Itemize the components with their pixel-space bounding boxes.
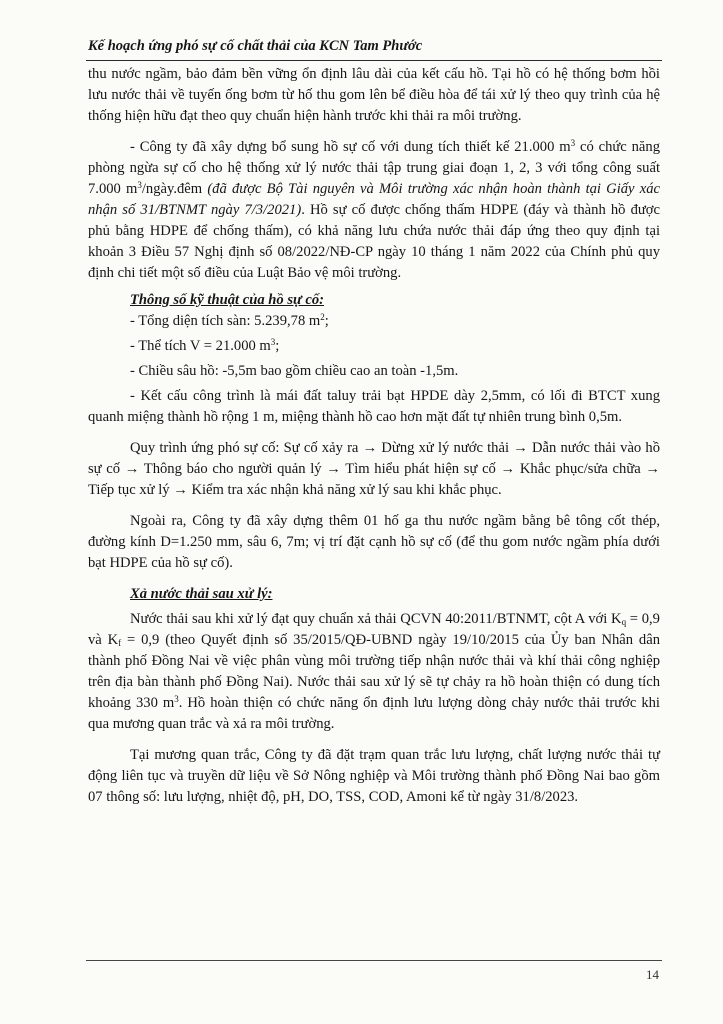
subscript-kq: q — [621, 617, 627, 627]
incident-pond-text-d: . Hồ sự cố được chống thấm HDPE (đáy và thành hồ được phủ bằng HDPE để chống thấm), có khả năng lưu chứa nước thải đáp ứng theo quy định tại khoản 3 Điều 57 Nghị định số 08/2022/NĐ-CP ngày 10 tháng 1 năm 2022 của Chính phủ quy định chi tiết một số điều của Luật Bảo vệ môi trường. — [88, 202, 660, 281]
spec-item-depth: - Chiều sâu hồ: -5,5m bao gồm chiều cao an toàn -1,5m. — [130, 363, 459, 379]
spec-item-area — [88, 311, 660, 332]
discharge-text-b: = 0,9 và K — [88, 611, 660, 648]
incident-pond-confirmation: (đã được Bộ Tài nguyên và Môi trường xác nhận hoàn thành tại Giấy xác nhận số 31/BTNMT ngày 7/3/2021) — [88, 181, 660, 218]
specs-section-title: Thông số kỹ thuật của hồ sự cố: — [130, 292, 325, 308]
superscript-m3: 3 — [137, 180, 142, 190]
page-number: 14 — [646, 967, 659, 982]
paragraph-groundwater: thu nước ngầm, bảo đảm bền vững ổn định lâu dài của kết cấu hồ. Tại hồ có hệ thống bơm hồi lưu nước thải về tuyến ống bơm từ hố thu gom lên bể điều hòa để tái xử lý theo quy trình của hệ thống hiện hữu đạt theo quy chuẩn hiện hành trước khi thải ra môi trường. — [88, 66, 660, 124]
discharge-text-a: Nước thải sau khi xử lý đạt quy chuẩn xả thải QCVN 40:2011/BTNMT, cột A với K — [130, 611, 622, 627]
spec-area-text: - Tổng diện tích sàn: 5.239,78 m — [130, 313, 321, 329]
discharge-text-c: = 0,9 (theo Quyết định số 35/2015/QĐ-UBND ngày 19/10/2015 của Ủy ban Nhân dân thành phố Đồng Nai về việc phân vùng môi trường tiếp nhận nước thải và khí thải công nghiệp trên địa bàn thành phố Đồng Nai). Nước thải sau xử lý sẽ tự chảy ra hồ hoàn thiện có dung tích khoảng 330 m — [88, 632, 660, 711]
footer-divider — [86, 960, 662, 961]
header-divider — [86, 60, 662, 61]
incident-pond-text-a: - Công ty đã xây dựng bổ sung hồ sự cố với dung tích thiết kế 21.000 m — [130, 139, 571, 155]
superscript-m3: 3 — [570, 138, 576, 148]
paragraph-discharge — [88, 609, 660, 735]
subscript-kf: f — [118, 638, 122, 648]
discharge-section-title: Xả nước thải sau xử lý: — [130, 586, 273, 602]
spec-volume-end: ; — [275, 338, 280, 354]
paragraph-monitoring: Tại mương quan trắc, Công ty đã đặt trạm quan trắc lưu lượng, chất lượng nước thải tự động liên tục và truyền dữ liệu về Sở Nông nghiệp và Môi trường thành phố Đồng Nai bao gồm 07 thông số: lưu lượng, nhiệt độ, pH, DO, TSS, COD, Amoni kể từ ngày 31/8/2023. — [88, 747, 660, 805]
superscript-m3: 3 — [270, 337, 276, 347]
spec-area-end: ; — [324, 313, 329, 329]
incident-pond-text-b: có chức năng phòng ngừa sự cố cho hệ thống xử lý nước thải tập trung giai đoạn 1, 2, 3 với tổng công suất 7.000 m — [88, 139, 661, 197]
discharge-text-d: . Hồ hoàn thiện có chức năng ổn định lưu lượng dòng chảy nước thải trước khi qua mương quan trắc và xả ra môi trường. — [88, 695, 660, 732]
spec-item-volume — [88, 336, 660, 357]
document-body — [88, 64, 660, 808]
superscript-m2: 2 — [320, 312, 325, 322]
paragraph-response-procedure: Quy trình ứng phó sự cố: Sự cố xảy ra → Dừng xử lý nước thải → Dẫn nước thải vào hồ sự cố → Thông báo cho người quản lý → Tìm hiểu phát hiện sự cố → Khắc phục/sửa chữa → Tiếp tục xử lý → Kiểm tra xác nhận khả năng xử lý sau khi khắc phục. — [88, 440, 660, 498]
paragraph-manhole: Ngoài ra, Công ty đã xây dựng thêm 01 hố ga thu nước ngầm bằng bê tông cốt thép, đường kính D=1.250 mm, sâu 6, 7m; vị trí đặt cạnh hồ sự cố (để thu gom nước ngầm phía dưới bạt HDPE của hồ sự cố). — [88, 513, 660, 571]
paragraph-incident-pond — [88, 137, 660, 284]
spec-item-structure: - Kết cấu công trình là mái đất taluy trải bạt HPDE dày 2,5mm, có lối đi BTCT xung quanh miệng thành hồ rộng 1 m, miệng thành hồ cao hơn mặt đất tự nhiên trung bình 0,5m. — [88, 388, 660, 425]
document-header: Kế hoạch ứng phó sự cố chất thải của KCN Tam Phước — [88, 38, 423, 54]
spec-volume-text: - Thể tích V = 21.000 m — [130, 338, 271, 354]
superscript-m3: 3 — [174, 694, 179, 704]
incident-pond-text-c: /ngày.đêm — [141, 181, 208, 197]
